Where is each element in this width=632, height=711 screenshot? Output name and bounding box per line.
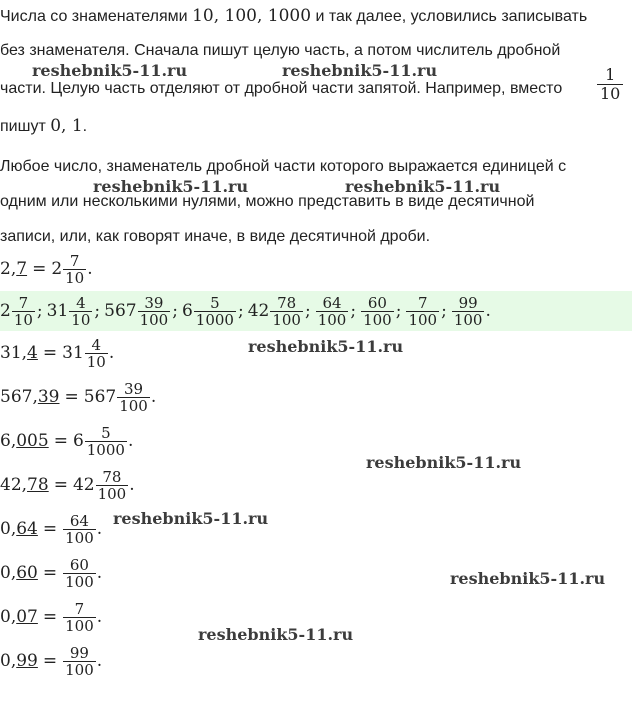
fraction-denominator: 10 [86, 352, 106, 371]
example-fraction [597, 66, 623, 103]
fraction-denominator: 100 [65, 660, 94, 679]
fraction [452, 295, 485, 328]
watermark: reshebnik5-11.ru [93, 177, 249, 196]
fraction-numerator: 64 [322, 293, 342, 312]
fraction [63, 557, 96, 590]
decimal-digits: 7 [16, 259, 28, 279]
period: . [108, 343, 115, 363]
whole-part: 31 [46, 301, 69, 321]
equals-sign: = [42, 651, 58, 671]
fraction-numerator: 99 [69, 643, 89, 662]
fraction-denominator: 100 [363, 310, 392, 329]
fraction [12, 295, 35, 328]
fraction-numerator: 64 [69, 511, 89, 530]
period: . [127, 431, 134, 451]
fraction [96, 469, 129, 502]
conversion-line [0, 333, 114, 373]
equals-sign: = [64, 387, 79, 407]
watermark: reshebnik5-11.ru [248, 337, 404, 356]
decimal-int: 567, [0, 387, 38, 407]
fraction-denominator: 100 [97, 484, 127, 503]
whole-part: 6 [181, 301, 193, 321]
fraction-numerator: 7 [74, 599, 85, 618]
decimal-digits: 60 [16, 563, 38, 583]
fraction [361, 295, 394, 328]
intro-line-1 [0, 6, 587, 27]
fraction-denominator: 100 [272, 310, 301, 329]
whole-part: 42 [247, 301, 270, 321]
fraction-denominator: 100 [65, 616, 94, 635]
watermark: reshebnik5-11.ru [32, 61, 188, 80]
conversion-line [0, 509, 102, 549]
decimal-digits: 4 [27, 343, 38, 363]
fraction-denominator: 100 [408, 310, 438, 329]
watermark: reshebnik5-11.ru [450, 569, 606, 588]
separator: ; [36, 301, 43, 321]
conversion-line [0, 597, 102, 637]
fraction [270, 295, 303, 328]
conversion-line [0, 377, 156, 417]
fraction [194, 295, 236, 328]
period: . [96, 607, 103, 627]
fraction-numerator: 39 [123, 379, 144, 398]
decimal-int: 0, [0, 651, 17, 671]
watermark: reshebnik5-11.ru [345, 177, 501, 196]
fraction-numerator: 4 [91, 335, 102, 354]
math-denominators: 10, 100, 1000 [192, 6, 312, 26]
fraction [63, 645, 96, 678]
first-example [0, 249, 93, 289]
fraction-numerator: 5 [101, 423, 111, 442]
decimal-int: 2, [0, 259, 17, 279]
fraction [117, 381, 150, 414]
fraction [69, 295, 92, 328]
separator: ; [94, 301, 101, 321]
fraction [138, 295, 171, 328]
separator: ; [304, 301, 311, 321]
highlight-row [0, 291, 491, 331]
fraction-numerator: 7 [418, 293, 428, 312]
decimal-digits: 005 [16, 431, 49, 451]
fraction-denominator: 100 [139, 310, 169, 329]
fraction-numerator: 78 [277, 293, 297, 312]
decimal-int: 6, [0, 431, 17, 451]
fraction-numerator: 5 [210, 293, 220, 312]
fraction-denominator: 1000 [195, 310, 234, 329]
decimal-int: 0, [0, 519, 17, 539]
fraction-numerator: 7 [69, 251, 80, 270]
math-decimal: 0, 1 [50, 116, 83, 136]
intro-line-4 [0, 116, 87, 137]
fraction [63, 253, 86, 286]
decimal-int: 42, [0, 475, 28, 495]
equals-sign: = [42, 519, 58, 539]
fraction-denominator: 1000 [86, 440, 125, 459]
whole-part: 567 [104, 301, 137, 321]
rule-line-1: Любое число, знаменатель дробной части которого выражается единицей с [0, 158, 567, 175]
fraction-denominator: 100 [453, 310, 483, 329]
decimal-int: 31, [0, 343, 28, 363]
whole-part: 2 [51, 259, 63, 279]
whole-part: 31 [62, 343, 84, 363]
period: . [485, 301, 491, 321]
period: . [87, 259, 93, 279]
fraction-denominator: 10 [597, 84, 623, 103]
watermark: reshebnik5-11.ru [113, 509, 269, 528]
period: . [129, 475, 135, 495]
intro-text: и так далее, условились записывать [311, 8, 588, 25]
fraction-denominator: 100 [317, 310, 347, 329]
conversion-line [0, 553, 102, 593]
decimal-int: 0, [0, 607, 17, 627]
fraction-denominator: 100 [119, 396, 148, 415]
decimal-digits: 64 [16, 519, 38, 539]
rule-line-2: одним или несколькими нулями, можно представить в виде десятичной [0, 193, 535, 210]
fraction-numerator: 78 [102, 467, 122, 486]
watermark: reshebnik5-11.ru [282, 61, 438, 80]
fraction-denominator: 100 [65, 528, 94, 547]
separator: ; [350, 301, 357, 321]
conversion-line [0, 641, 102, 681]
watermark: reshebnik5-11.ru [198, 625, 354, 644]
whole-part: 6 [72, 431, 84, 451]
intro-text: Числа со знаменателями [0, 8, 193, 25]
fraction-numerator: 4 [76, 293, 86, 312]
fraction [406, 295, 439, 328]
intro-line-3: части. Целую часть отделяют от дробной части запятой. Например, вместо [0, 80, 563, 97]
equals-sign: = [32, 259, 47, 279]
separator: ; [172, 301, 178, 321]
fraction-denominator: 10 [13, 310, 33, 329]
whole-part: 2 [0, 301, 11, 321]
fraction [63, 513, 96, 546]
decimal-digits: 07 [16, 607, 38, 627]
period: . [96, 519, 103, 539]
intro-text: . [82, 118, 88, 135]
separator: ; [237, 301, 244, 321]
fraction [316, 295, 349, 328]
equals-sign: = [42, 343, 58, 363]
fraction-numerator: 39 [144, 293, 164, 312]
equals-sign: = [42, 563, 58, 583]
period: . [96, 563, 103, 583]
fraction [85, 337, 108, 370]
conversion-line [0, 465, 135, 505]
fraction [85, 425, 127, 458]
fraction-numerator: 60 [367, 293, 387, 312]
period: . [96, 651, 103, 671]
whole-part: 567 [83, 387, 117, 407]
equals-sign: = [53, 431, 68, 451]
decimal-digits: 39 [37, 387, 60, 407]
fraction-numerator: 60 [69, 555, 89, 574]
fraction-numerator: 99 [458, 293, 478, 312]
fraction-denominator: 10 [65, 268, 85, 287]
rule-line-3: записи, или, как говорят иначе, в виде десятичной дроби. [0, 228, 431, 245]
period: . [150, 387, 157, 407]
watermark: reshebnik5-11.ru [366, 453, 522, 472]
separator: ; [441, 301, 447, 321]
fraction [63, 601, 96, 634]
fraction-denominator: 100 [65, 572, 94, 591]
fraction-denominator: 10 [71, 310, 91, 329]
equals-sign: = [42, 607, 58, 627]
separator: ; [395, 301, 402, 321]
fraction-numerator: 1 [605, 65, 616, 84]
fraction-numerator: 7 [18, 293, 29, 312]
equals-sign: = [53, 475, 68, 495]
whole-part: 42 [72, 475, 95, 495]
intro-text: пишут [0, 118, 51, 135]
decimal-digits: 99 [16, 651, 38, 671]
conversion-line [0, 421, 133, 461]
decimal-digits: 78 [27, 475, 49, 495]
decimal-int: 0, [0, 563, 17, 583]
intro-line-2: без знаменателя. Сначала пишут целую часть, а потом числитель дробной [0, 42, 561, 59]
